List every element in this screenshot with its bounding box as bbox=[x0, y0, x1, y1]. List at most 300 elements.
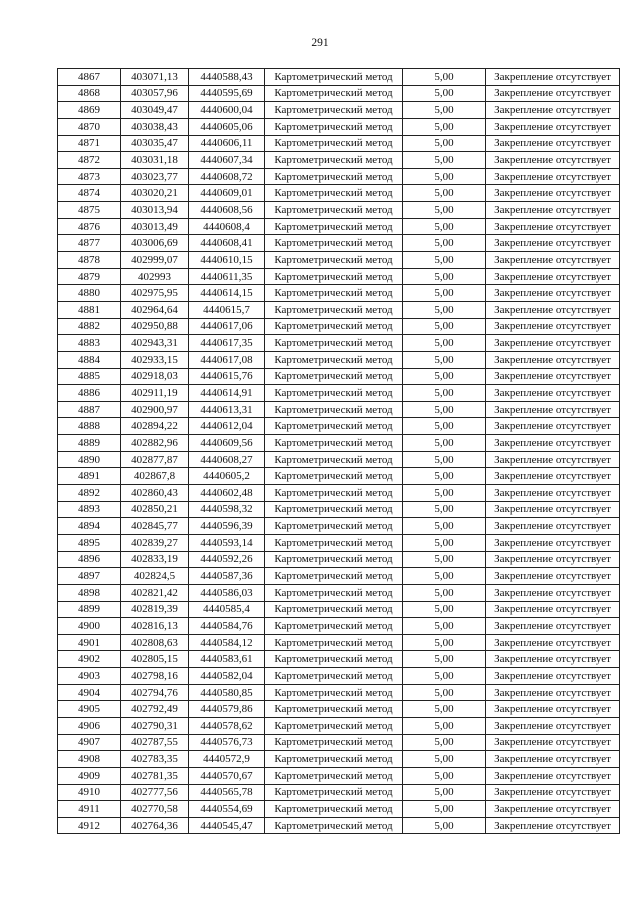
point-number-cell: 4903 bbox=[58, 668, 121, 685]
fixation-cell: Закрепление отсутствует bbox=[486, 518, 620, 535]
method-cell: Картометрический метод bbox=[265, 601, 403, 618]
x-coordinate-cell: 402877,87 bbox=[121, 451, 189, 468]
coordinates-table-body bbox=[58, 69, 620, 834]
fixation-cell: Закрепление отсутствует bbox=[486, 152, 620, 169]
table-row bbox=[58, 518, 620, 535]
fixation-cell: Закрепление отсутствует bbox=[486, 301, 620, 318]
point-number-cell: 4880 bbox=[58, 285, 121, 302]
x-coordinate-cell: 402894,22 bbox=[121, 418, 189, 435]
fixation-cell: Закрепление отсутствует bbox=[486, 351, 620, 368]
method-cell: Картометрический метод bbox=[265, 784, 403, 801]
page-number: 291 bbox=[311, 37, 329, 49]
table-row bbox=[58, 668, 620, 685]
y-coordinate-cell: 4440609,56 bbox=[189, 435, 265, 452]
method-cell: Картометрический метод bbox=[265, 285, 403, 302]
x-coordinate-cell: 402805,15 bbox=[121, 651, 189, 668]
y-coordinate-cell: 4440593,14 bbox=[189, 534, 265, 551]
x-coordinate-cell: 402850,21 bbox=[121, 501, 189, 518]
method-cell: Картометрический метод bbox=[265, 651, 403, 668]
x-coordinate-cell: 402781,35 bbox=[121, 767, 189, 784]
x-coordinate-cell: 402867,8 bbox=[121, 468, 189, 485]
point-number-cell: 4877 bbox=[58, 235, 121, 252]
y-coordinate-cell: 4440613,31 bbox=[189, 401, 265, 418]
table-row bbox=[58, 135, 620, 152]
accuracy-cell: 5,00 bbox=[403, 418, 486, 435]
table-row bbox=[58, 734, 620, 751]
fixation-cell: Закрепление отсутствует bbox=[486, 168, 620, 185]
y-coordinate-cell: 4440612,04 bbox=[189, 418, 265, 435]
method-cell: Картометрический метод bbox=[265, 401, 403, 418]
table-row bbox=[58, 268, 620, 285]
point-number-cell: 4910 bbox=[58, 784, 121, 801]
point-number-cell: 4887 bbox=[58, 401, 121, 418]
y-coordinate-cell: 4440565,78 bbox=[189, 784, 265, 801]
fixation-cell: Закрепление отсутствует bbox=[486, 668, 620, 685]
y-coordinate-cell: 4440585,4 bbox=[189, 601, 265, 618]
method-cell: Картометрический метод bbox=[265, 518, 403, 535]
accuracy-cell: 5,00 bbox=[403, 568, 486, 585]
accuracy-cell: 5,00 bbox=[403, 85, 486, 102]
y-coordinate-cell: 4440615,76 bbox=[189, 368, 265, 385]
fixation-cell: Закрепление отсутствует bbox=[486, 385, 620, 402]
fixation-cell: Закрепление отсутствует bbox=[486, 285, 620, 302]
fixation-cell: Закрепление отсутствует bbox=[486, 584, 620, 601]
accuracy-cell: 5,00 bbox=[403, 168, 486, 185]
method-cell: Картометрический метод bbox=[265, 801, 403, 818]
accuracy-cell: 5,00 bbox=[403, 385, 486, 402]
method-cell: Картометрический метод bbox=[265, 701, 403, 718]
point-number-cell: 4905 bbox=[58, 701, 121, 718]
x-coordinate-cell: 403071,13 bbox=[121, 69, 189, 86]
point-number-cell: 4911 bbox=[58, 801, 121, 818]
fixation-cell: Закрепление отсутствует bbox=[486, 751, 620, 768]
x-coordinate-cell: 402824,5 bbox=[121, 568, 189, 585]
point-number-cell: 4873 bbox=[58, 168, 121, 185]
method-cell: Картометрический метод bbox=[265, 634, 403, 651]
x-coordinate-cell: 402770,58 bbox=[121, 801, 189, 818]
x-coordinate-cell: 402792,49 bbox=[121, 701, 189, 718]
table-row bbox=[58, 285, 620, 302]
point-number-cell: 4874 bbox=[58, 185, 121, 202]
fixation-cell: Закрепление отсутствует bbox=[486, 701, 620, 718]
accuracy-cell: 5,00 bbox=[403, 817, 486, 834]
accuracy-cell: 5,00 bbox=[403, 684, 486, 701]
y-coordinate-cell: 4440583,61 bbox=[189, 651, 265, 668]
accuracy-cell: 5,00 bbox=[403, 185, 486, 202]
point-number-cell: 4869 bbox=[58, 102, 121, 119]
point-number-cell: 4884 bbox=[58, 351, 121, 368]
table-row bbox=[58, 102, 620, 119]
fixation-cell: Закрепление отсутствует bbox=[486, 767, 620, 784]
x-coordinate-cell: 403020,21 bbox=[121, 185, 189, 202]
method-cell: Картометрический метод bbox=[265, 418, 403, 435]
x-coordinate-cell: 403035,47 bbox=[121, 135, 189, 152]
table-row bbox=[58, 351, 620, 368]
fixation-cell: Закрепление отсутствует bbox=[486, 734, 620, 751]
table-row bbox=[58, 118, 620, 135]
method-cell: Картометрический метод bbox=[265, 717, 403, 734]
fixation-cell: Закрепление отсутствует bbox=[486, 618, 620, 635]
method-cell: Картометрический метод bbox=[265, 351, 403, 368]
x-coordinate-cell: 402787,55 bbox=[121, 734, 189, 751]
method-cell: Картометрический метод bbox=[265, 767, 403, 784]
fixation-cell: Закрепление отсутствует bbox=[486, 634, 620, 651]
y-coordinate-cell: 4440587,36 bbox=[189, 568, 265, 585]
y-coordinate-cell: 4440545,47 bbox=[189, 817, 265, 834]
accuracy-cell: 5,00 bbox=[403, 252, 486, 269]
x-coordinate-cell: 402764,36 bbox=[121, 817, 189, 834]
y-coordinate-cell: 4440607,34 bbox=[189, 152, 265, 169]
x-coordinate-cell: 402821,42 bbox=[121, 584, 189, 601]
method-cell: Картометрический метод bbox=[265, 85, 403, 102]
accuracy-cell: 5,00 bbox=[403, 285, 486, 302]
point-number-cell: 4879 bbox=[58, 268, 121, 285]
x-coordinate-cell: 402964,64 bbox=[121, 301, 189, 318]
table-row bbox=[58, 451, 620, 468]
fixation-cell: Закрепление отсутствует bbox=[486, 85, 620, 102]
fixation-cell: Закрепление отсутствует bbox=[486, 601, 620, 618]
table-row bbox=[58, 634, 620, 651]
y-coordinate-cell: 4440584,12 bbox=[189, 634, 265, 651]
y-coordinate-cell: 4440580,85 bbox=[189, 684, 265, 701]
method-cell: Картометрический метод bbox=[265, 817, 403, 834]
method-cell: Картометрический метод bbox=[265, 468, 403, 485]
point-number-cell: 4890 bbox=[58, 451, 121, 468]
method-cell: Картометрический метод bbox=[265, 135, 403, 152]
x-coordinate-cell: 402845,77 bbox=[121, 518, 189, 535]
x-coordinate-cell: 402839,27 bbox=[121, 534, 189, 551]
accuracy-cell: 5,00 bbox=[403, 301, 486, 318]
y-coordinate-cell: 4440614,15 bbox=[189, 285, 265, 302]
y-coordinate-cell: 4440605,2 bbox=[189, 468, 265, 485]
method-cell: Картометрический метод bbox=[265, 202, 403, 219]
method-cell: Картометрический метод bbox=[265, 168, 403, 185]
accuracy-cell: 5,00 bbox=[403, 435, 486, 452]
y-coordinate-cell: 4440617,35 bbox=[189, 335, 265, 352]
table-row bbox=[58, 252, 620, 269]
table-row bbox=[58, 468, 620, 485]
fixation-cell: Закрепление отсутствует bbox=[486, 485, 620, 502]
accuracy-cell: 5,00 bbox=[403, 235, 486, 252]
table-row bbox=[58, 784, 620, 801]
table-row bbox=[58, 501, 620, 518]
accuracy-cell: 5,00 bbox=[403, 351, 486, 368]
table-row bbox=[58, 485, 620, 502]
accuracy-cell: 5,00 bbox=[403, 485, 486, 502]
y-coordinate-cell: 4440595,69 bbox=[189, 85, 265, 102]
method-cell: Картометрический метод bbox=[265, 335, 403, 352]
y-coordinate-cell: 4440608,4 bbox=[189, 218, 265, 235]
method-cell: Картометрический метод bbox=[265, 668, 403, 685]
y-coordinate-cell: 4440586,03 bbox=[189, 584, 265, 601]
table-row bbox=[58, 69, 620, 86]
method-cell: Картометрический метод bbox=[265, 751, 403, 768]
method-cell: Картометрический метод bbox=[265, 318, 403, 335]
fixation-cell: Закрепление отсутствует bbox=[486, 69, 620, 86]
method-cell: Картометрический метод bbox=[265, 301, 403, 318]
y-coordinate-cell: 4440584,76 bbox=[189, 618, 265, 635]
fixation-cell: Закрепление отсутствует bbox=[486, 368, 620, 385]
point-number-cell: 4896 bbox=[58, 551, 121, 568]
point-number-cell: 4875 bbox=[58, 202, 121, 219]
fixation-cell: Закрепление отсутствует bbox=[486, 235, 620, 252]
point-number-cell: 4885 bbox=[58, 368, 121, 385]
x-coordinate-cell: 403023,77 bbox=[121, 168, 189, 185]
x-coordinate-cell: 402819,39 bbox=[121, 601, 189, 618]
x-coordinate-cell: 402911,19 bbox=[121, 385, 189, 402]
y-coordinate-cell: 4440572,9 bbox=[189, 751, 265, 768]
accuracy-cell: 5,00 bbox=[403, 551, 486, 568]
point-number-cell: 4870 bbox=[58, 118, 121, 135]
x-coordinate-cell: 402999,07 bbox=[121, 252, 189, 269]
table-row bbox=[58, 568, 620, 585]
fixation-cell: Закрепление отсутствует bbox=[486, 401, 620, 418]
accuracy-cell: 5,00 bbox=[403, 335, 486, 352]
y-coordinate-cell: 4440608,41 bbox=[189, 235, 265, 252]
fixation-cell: Закрепление отсутствует bbox=[486, 418, 620, 435]
table-row bbox=[58, 368, 620, 385]
accuracy-cell: 5,00 bbox=[403, 668, 486, 685]
point-number-cell: 4901 bbox=[58, 634, 121, 651]
accuracy-cell: 5,00 bbox=[403, 218, 486, 235]
accuracy-cell: 5,00 bbox=[403, 518, 486, 535]
x-coordinate-cell: 403013,49 bbox=[121, 218, 189, 235]
x-coordinate-cell: 402816,13 bbox=[121, 618, 189, 635]
point-number-cell: 4889 bbox=[58, 435, 121, 452]
method-cell: Картометрический метод bbox=[265, 451, 403, 468]
y-coordinate-cell: 4440608,56 bbox=[189, 202, 265, 219]
method-cell: Картометрический метод bbox=[265, 102, 403, 119]
x-coordinate-cell: 403057,96 bbox=[121, 85, 189, 102]
accuracy-cell: 5,00 bbox=[403, 202, 486, 219]
fixation-cell: Закрепление отсутствует bbox=[486, 801, 620, 818]
point-number-cell: 4892 bbox=[58, 485, 121, 502]
point-number-cell: 4899 bbox=[58, 601, 121, 618]
y-coordinate-cell: 4440605,06 bbox=[189, 118, 265, 135]
point-number-cell: 4891 bbox=[58, 468, 121, 485]
fixation-cell: Закрепление отсутствует bbox=[486, 568, 620, 585]
x-coordinate-cell: 402798,16 bbox=[121, 668, 189, 685]
accuracy-cell: 5,00 bbox=[403, 651, 486, 668]
fixation-cell: Закрепление отсутствует bbox=[486, 551, 620, 568]
table-row bbox=[58, 401, 620, 418]
table-row bbox=[58, 767, 620, 784]
fixation-cell: Закрепление отсутствует bbox=[486, 717, 620, 734]
table-row bbox=[58, 202, 620, 219]
x-coordinate-cell: 402790,31 bbox=[121, 717, 189, 734]
y-coordinate-cell: 4440608,72 bbox=[189, 168, 265, 185]
table-row bbox=[58, 751, 620, 768]
accuracy-cell: 5,00 bbox=[403, 102, 486, 119]
table-row bbox=[58, 185, 620, 202]
method-cell: Картометрический метод bbox=[265, 734, 403, 751]
point-number-cell: 4907 bbox=[58, 734, 121, 751]
table-row bbox=[58, 85, 620, 102]
fixation-cell: Закрепление отсутствует bbox=[486, 684, 620, 701]
table-row bbox=[58, 684, 620, 701]
method-cell: Картометрический метод bbox=[265, 684, 403, 701]
table-row bbox=[58, 218, 620, 235]
table-row bbox=[58, 335, 620, 352]
y-coordinate-cell: 4440609,01 bbox=[189, 185, 265, 202]
fixation-cell: Закрепление отсутствует bbox=[486, 102, 620, 119]
table-row bbox=[58, 651, 620, 668]
point-number-cell: 4893 bbox=[58, 501, 121, 518]
point-number-cell: 4900 bbox=[58, 618, 121, 635]
method-cell: Картометрический метод bbox=[265, 218, 403, 235]
method-cell: Картометрический метод bbox=[265, 485, 403, 502]
accuracy-cell: 5,00 bbox=[403, 701, 486, 718]
fixation-cell: Закрепление отсутствует bbox=[486, 651, 620, 668]
x-coordinate-cell: 402950,88 bbox=[121, 318, 189, 335]
method-cell: Картометрический метод bbox=[265, 118, 403, 135]
table-row bbox=[58, 385, 620, 402]
x-coordinate-cell: 402777,56 bbox=[121, 784, 189, 801]
fixation-cell: Закрепление отсутствует bbox=[486, 784, 620, 801]
table-row bbox=[58, 168, 620, 185]
point-number-cell: 4904 bbox=[58, 684, 121, 701]
accuracy-cell: 5,00 bbox=[403, 118, 486, 135]
y-coordinate-cell: 4440596,39 bbox=[189, 518, 265, 535]
accuracy-cell: 5,00 bbox=[403, 734, 486, 751]
accuracy-cell: 5,00 bbox=[403, 468, 486, 485]
point-number-cell: 4909 bbox=[58, 767, 121, 784]
accuracy-cell: 5,00 bbox=[403, 368, 486, 385]
x-coordinate-cell: 402882,96 bbox=[121, 435, 189, 452]
accuracy-cell: 5,00 bbox=[403, 534, 486, 551]
fixation-cell: Закрепление отсутствует bbox=[486, 252, 620, 269]
y-coordinate-cell: 4440588,43 bbox=[189, 69, 265, 86]
y-coordinate-cell: 4440582,04 bbox=[189, 668, 265, 685]
x-coordinate-cell: 403031,18 bbox=[121, 152, 189, 169]
x-coordinate-cell: 402918,03 bbox=[121, 368, 189, 385]
accuracy-cell: 5,00 bbox=[403, 717, 486, 734]
accuracy-cell: 5,00 bbox=[403, 618, 486, 635]
method-cell: Картометрический метод bbox=[265, 185, 403, 202]
accuracy-cell: 5,00 bbox=[403, 634, 486, 651]
x-coordinate-cell: 403038,43 bbox=[121, 118, 189, 135]
method-cell: Картометрический метод bbox=[265, 584, 403, 601]
y-coordinate-cell: 4440611,35 bbox=[189, 268, 265, 285]
accuracy-cell: 5,00 bbox=[403, 451, 486, 468]
point-number-cell: 4894 bbox=[58, 518, 121, 535]
y-coordinate-cell: 4440615,7 bbox=[189, 301, 265, 318]
table-row bbox=[58, 301, 620, 318]
method-cell: Картометрический метод bbox=[265, 268, 403, 285]
point-number-cell: 4888 bbox=[58, 418, 121, 435]
table-row bbox=[58, 717, 620, 734]
point-number-cell: 4872 bbox=[58, 152, 121, 169]
accuracy-cell: 5,00 bbox=[403, 318, 486, 335]
method-cell: Картометрический метод bbox=[265, 501, 403, 518]
table-row bbox=[58, 551, 620, 568]
method-cell: Картометрический метод bbox=[265, 69, 403, 86]
method-cell: Картометрический метод bbox=[265, 551, 403, 568]
y-coordinate-cell: 4440600,04 bbox=[189, 102, 265, 119]
table-row bbox=[58, 318, 620, 335]
y-coordinate-cell: 4440578,62 bbox=[189, 717, 265, 734]
method-cell: Картометрический метод bbox=[265, 385, 403, 402]
x-coordinate-cell: 402943,31 bbox=[121, 335, 189, 352]
fixation-cell: Закрепление отсутствует bbox=[486, 534, 620, 551]
method-cell: Картометрический метод bbox=[265, 235, 403, 252]
method-cell: Картометрический метод bbox=[265, 534, 403, 551]
x-coordinate-cell: 402860,43 bbox=[121, 485, 189, 502]
fixation-cell: Закрепление отсутствует bbox=[486, 335, 620, 352]
point-number-cell: 4895 bbox=[58, 534, 121, 551]
accuracy-cell: 5,00 bbox=[403, 751, 486, 768]
point-number-cell: 4871 bbox=[58, 135, 121, 152]
x-coordinate-cell: 402783,35 bbox=[121, 751, 189, 768]
point-number-cell: 4867 bbox=[58, 69, 121, 86]
table-row bbox=[58, 618, 620, 635]
table-row bbox=[58, 817, 620, 834]
y-coordinate-cell: 4440610,15 bbox=[189, 252, 265, 269]
point-number-cell: 4897 bbox=[58, 568, 121, 585]
method-cell: Картометрический метод bbox=[265, 568, 403, 585]
table-row bbox=[58, 801, 620, 818]
point-number-cell: 4882 bbox=[58, 318, 121, 335]
point-number-cell: 4881 bbox=[58, 301, 121, 318]
table-row bbox=[58, 584, 620, 601]
y-coordinate-cell: 4440554,69 bbox=[189, 801, 265, 818]
table-row bbox=[58, 235, 620, 252]
y-coordinate-cell: 4440579,86 bbox=[189, 701, 265, 718]
fixation-cell: Закрепление отсутствует bbox=[486, 817, 620, 834]
method-cell: Картометрический метод bbox=[265, 252, 403, 269]
x-coordinate-cell: 402933,15 bbox=[121, 351, 189, 368]
fixation-cell: Закрепление отсутствует bbox=[486, 268, 620, 285]
fixation-cell: Закрепление отсутствует bbox=[486, 451, 620, 468]
x-coordinate-cell: 402993 bbox=[121, 268, 189, 285]
y-coordinate-cell: 4440617,06 bbox=[189, 318, 265, 335]
accuracy-cell: 5,00 bbox=[403, 801, 486, 818]
y-coordinate-cell: 4440576,73 bbox=[189, 734, 265, 751]
x-coordinate-cell: 402900,97 bbox=[121, 401, 189, 418]
fixation-cell: Закрепление отсутствует bbox=[486, 185, 620, 202]
y-coordinate-cell: 4440592,26 bbox=[189, 551, 265, 568]
point-number-cell: 4886 bbox=[58, 385, 121, 402]
accuracy-cell: 5,00 bbox=[403, 767, 486, 784]
y-coordinate-cell: 4440602,48 bbox=[189, 485, 265, 502]
fixation-cell: Закрепление отсутствует bbox=[486, 135, 620, 152]
fixation-cell: Закрепление отсутствует bbox=[486, 468, 620, 485]
accuracy-cell: 5,00 bbox=[403, 584, 486, 601]
point-number-cell: 4876 bbox=[58, 218, 121, 235]
fixation-cell: Закрепление отсутствует bbox=[486, 435, 620, 452]
point-number-cell: 4878 bbox=[58, 252, 121, 269]
point-number-cell: 4906 bbox=[58, 717, 121, 734]
accuracy-cell: 5,00 bbox=[403, 135, 486, 152]
table-row bbox=[58, 435, 620, 452]
accuracy-cell: 5,00 bbox=[403, 784, 486, 801]
point-number-cell: 4883 bbox=[58, 335, 121, 352]
table-row bbox=[58, 701, 620, 718]
fixation-cell: Закрепление отсутствует bbox=[486, 202, 620, 219]
table-row bbox=[58, 418, 620, 435]
fixation-cell: Закрепление отсутствует bbox=[486, 318, 620, 335]
y-coordinate-cell: 4440614,91 bbox=[189, 385, 265, 402]
accuracy-cell: 5,00 bbox=[403, 601, 486, 618]
x-coordinate-cell: 402833,19 bbox=[121, 551, 189, 568]
y-coordinate-cell: 4440598,32 bbox=[189, 501, 265, 518]
accuracy-cell: 5,00 bbox=[403, 401, 486, 418]
fixation-cell: Закрепление отсутствует bbox=[486, 501, 620, 518]
y-coordinate-cell: 4440608,27 bbox=[189, 451, 265, 468]
y-coordinate-cell: 4440606,11 bbox=[189, 135, 265, 152]
x-coordinate-cell: 403006,69 bbox=[121, 235, 189, 252]
point-number-cell: 4912 bbox=[58, 817, 121, 834]
